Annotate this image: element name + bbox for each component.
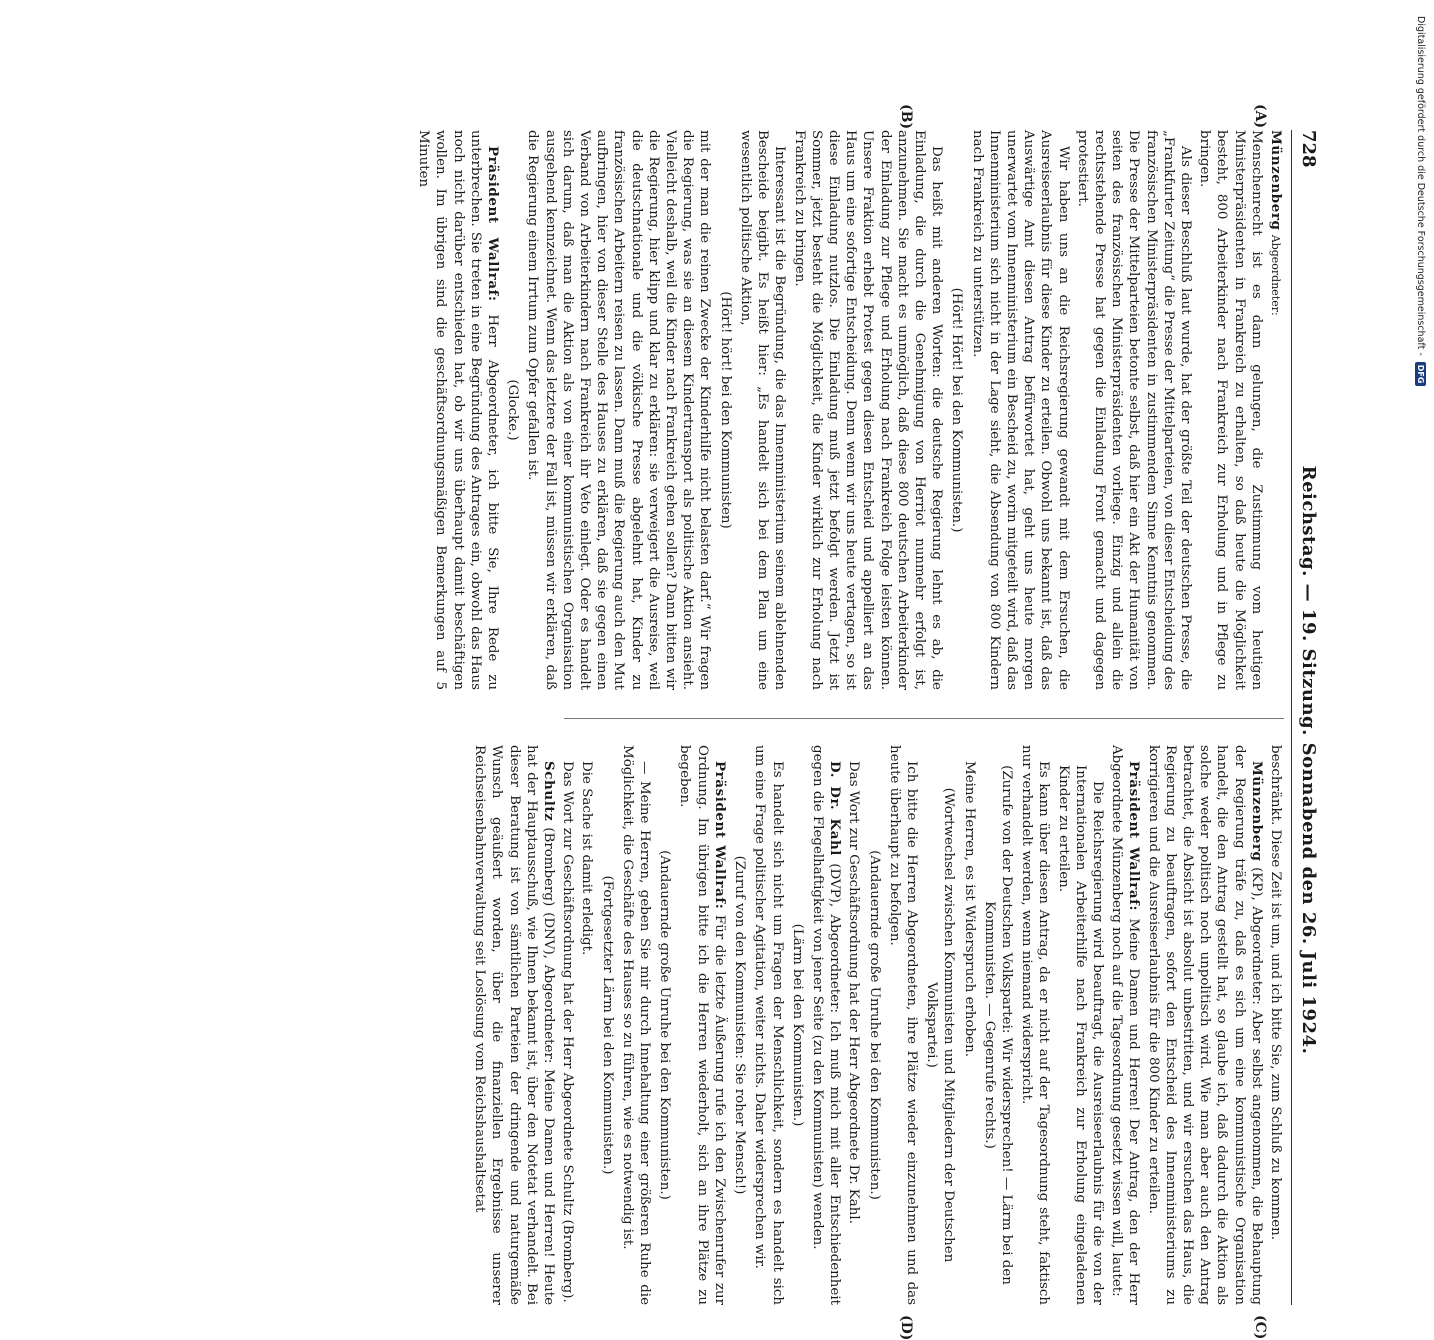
- right-column: [472, 745, 1284, 1305]
- speech-text: (DVP), Abgeordneter: Ich muß mich mit aller Entschiedenheit gegen die Flegelhaftigkeit von jener Seite (zu den Kommunisten) wenden.: [809, 745, 843, 1305]
- paragraph: Die Sache ist damit erledigt.: [579, 761, 595, 956]
- paragraph: beschränkt. Diese Zeit ist um, und ich bitte Sie, zum Schluß zu kommen.: [1268, 745, 1283, 1241]
- page-number: 728: [1298, 130, 1320, 168]
- paragraph: Menschenrecht ist es dann gelungen, die Zustimmung vom heutigen Ministerpräsidenten in Frankreich zu erhalten, so daß heute die Möglichkeit besteht, 800 Arbeiterkinder nach Frankreich zur Erholung und in Pflege zu bringen.: [1197, 130, 1264, 690]
- speech-text: Herr Abgeordneter, ich bitte Sie, Ihre Rede zu unterbrechen. Sie treten in eine Begründung des Antrages ein, obwohl das Haus noch nicht darüber entschieden hat, ob wir uns überhaupt damit beschäftigen wollen. Im übrigen sind die geschäftsordnungsmäßigen Bemerkungen auf 5 Minuten: [416, 130, 501, 690]
- paragraph: Es kann über diesen Antrag, da er nicht auf der Tagesordnung steht, faktisch nur verhandelt werden, wenn niemand widerspricht.: [1019, 745, 1052, 1305]
- paragraph: [676, 745, 728, 1305]
- quoted-motion: Die Reichsregierung wird beauftragt, die Ausreiseerlaubnis für die von der Internationalen Arbeiterhilfe nach Frankreich zur Erholung eingeladenen Kinder zu erteilen.: [1055, 765, 1105, 1305]
- paragraph: — Meine Herren, geben Sie mir durch Innehaltung einer größeren Ruhe die Möglichkeit, die Geschäfte des Hauses so zu führen, wie es notwendig ist.: [619, 745, 653, 1305]
- interjection: (Andauernde große Unruhe bei den Kommunisten.): [657, 850, 673, 1200]
- paragraph: [471, 745, 557, 1305]
- margin-marker-d: (D): [898, 1315, 914, 1340]
- paragraph: Es handelt sich nicht um Fragen der Menschlichkeit, sondern es handelt sich um eine Frage politischer Agitation, weiter nichts. Daher widersprechen wir.: [752, 745, 785, 1305]
- paragraph: [809, 745, 843, 1305]
- paragraph: mit der man die reinen Zwecke der Kinderhilfe nicht belasten darf.“ Wir fragen die Regierung, was sie an diesem Kindertransport als politische Aktion ansieht. Vielleicht deshalb, weil die Kinder nach Frankreich gehen sollen? Dann bitten wir die Regierung, hier klipp und klar zu erklären: sie verweigert die Ausreise, weil die deutschnationale und die völkische Presse abgelehnt hat, Kinder zu französischen Arbeitern reisen zu lassen. Dann muß die Regierung auch den Mut aufbringen, hier von dieser Stelle des Hauses zu erklären, daß sie gegen einen Verband von Arbeiterkindern nach Frankreich ihr Veto einlegt. Oder es handelt sich darum, daß man die Aktion als von einer kommunistischen Organisation ausgehend kennzeichnet. Wenn das letztere der Fall ist, müssen wir erklären, daß die Regierung einem Irrtum zum Opfer gefallen ist.: [525, 130, 713, 690]
- paragraph: [415, 130, 501, 690]
- paragraph: Das heißt mit anderen Worten: die deutsche Regierung lehnt es ab, die Einladung, die durch die Genehmigung von Herriot nunmehr erfolgt ist, anzunehmen. Sie macht es unmöglich, daß diese 800 deutschen Arbeiterkinder der Einladung zur Pflege und Erholung nach Frankreich Folge leisten können. Unsere Fraktion erhebt Protest gegen diesen Entscheid und appelliert an das Haus um eine sofortige Entscheidung. Denn wenn wir uns heute vertagen, so ist diese Einladung nutzlos. Die Einladung muß jetzt befolgt werden. Jetzt ist Sommer, jetzt besteht die Möglichkeit, die Kinder wirklich zur Erholung nach Frankreich zu bringen.: [791, 130, 945, 690]
- running-title: Reichstag. — 19. Sitzung. Sonnabend den 26. Juli 1924.: [1298, 465, 1320, 1055]
- paragraph: [1108, 745, 1142, 1305]
- paragraph: Wir haben uns an die Reichsregierung gewandt mit dem Ersuchen, die Ausreiseerlaubnis für diese Kinder zu erteilen. Obwohl uns bekannt ist, daß das Auswärtige Amt diesen Antrag befürwortet hat, geht uns heute morgen unerwartet vom Innenministerium ein Bescheid zu, worin mitgeteilt wird, daß das Innenministerium sich nicht in der Lage sieht, die Absendung von 800 Kindern nach Frankreich zu unterstützen.: [969, 130, 1071, 690]
- interjection: (Fortgesetzter Lärm bei den Kommunisten.): [599, 875, 615, 1175]
- speech-text: Für die letzte Äußerung rufe ich den Zwischenrufer zur Ordnung. Im übrigen bitte ich die Herren wiederholt, sich an ihre Plätze zu begeben.: [677, 745, 727, 1305]
- interjection: (Wortwechsel zwischen Kommunisten und Mitgliedern der Deutschen Volkspartei.): [924, 787, 957, 1263]
- paragraph: Ich bitte die Herren Abgeordneten, ihre Plätze wieder einzunehmen und das heute überhaupt zu befolgen.: [886, 745, 919, 1305]
- speaker-name: Münzenberg: [1268, 130, 1284, 231]
- paragraph: Das Wort zur Geschäftsordnung hat der Herr Abgeordnete Dr. Kahl.: [846, 761, 862, 1224]
- speaker-role: Abgeordneter:: [1269, 234, 1282, 316]
- interjection: (Zuruf von den Kommunisten: Sie roher Mensch!): [732, 855, 748, 1195]
- speaker-name: Schultz: [541, 761, 558, 822]
- speaker-name: Präsident Wallraf:: [485, 146, 502, 302]
- margin-marker-b: (B): [898, 104, 914, 130]
- interjection: (Zurufe von der Deutschen Volkspartei: Wir widersprechen! — Lärm bei den Kommunisten. — Gegenrufe rechts.): [981, 765, 1014, 1285]
- column-divider: [564, 718, 1284, 719]
- dfg-logo: DFG: [1415, 362, 1426, 387]
- speech-text: Meine Damen und Herren! Der Antrag, den der Herr Abgeordnete Münzenberg noch auf die Tagesordnung gesetzt wissen will, lautet:: [1109, 745, 1142, 1305]
- paragraph: [1144, 745, 1264, 1305]
- page-header: [1294, 130, 1324, 1310]
- interjection: (Glocke.): [505, 379, 521, 441]
- paragraph: Meine Herren, es ist Widerspruch erhoben.: [961, 761, 977, 1057]
- interjection: (Hört! hört! bei den Kommunisten): [717, 291, 733, 529]
- paragraph: Interessant ist die Begründung, die das Innenministerium seinem ablehnenden Bescheide beigibt. Es heißt hier: „Es handelt sich bei dem Plan um eine wesentlich politische Aktion,: [737, 130, 788, 690]
- margin-marker-c: (C): [1252, 1315, 1268, 1340]
- interjection: (Lärm bei den Kommunisten.): [789, 923, 805, 1127]
- paragraph: Das Wort zur Geschäftsordnung hat der Herr Abgeordnete Schultz (Bromberg).: [560, 761, 576, 1303]
- margin-marker-a: (A): [1252, 104, 1268, 129]
- speaker-name: D. Dr. Kahl: [827, 761, 844, 856]
- speech-text: (KP), Abgeordneter: Aber selbst angenommen, die Behauptung der Regierung träfe zu, daß es sich um eine kommunistische Organisation handelt, die den Antrag gestellt hat, so glaube ich, daß dadurch die Aktion als solche weder politisch noch unpolitisch wird. Wie man aber auch den Antrag betrachtet, die Absicht ist absolut unbestritten, und wir ersuchen das Haus, die Regierung zu beauftragen, sofort den Entscheid des Innenministeriums zu korrigieren und die Ausreiseerlaubnis für die 800 Kinder zu erteilen.: [1145, 745, 1264, 1305]
- paragraph: Als dieser Beschluß laut wurde, hat der größte Teil der deutschen Presse, die „Frankfurter Zeitung“ die Presse der Mittelparteien, von dieser Entscheidung des französischen Ministerpräsidenten in zustimmendem Sinne Kenntnis genommen. Die Presse der Mittelparteien betonte selbst, daß hier ein Akt der Humanität von seiten des französischen Ministerpräsidenten vorliege. Einzig und allein die rechtsstehende Presse hat gegen die Einladung Front gemacht und dagegen protestiert.: [1074, 130, 1193, 690]
- speaker-name: Münzenberg: [1248, 761, 1265, 862]
- interjection: (Hört! Hört! bei den Kommunisten.): [949, 287, 965, 533]
- digitization-credit: [1415, 10, 1426, 716]
- header-rule: [1291, 130, 1292, 1305]
- interjection: (Andauernde große Unruhe bei den Kommunisten.): [866, 850, 882, 1200]
- paragraph: [1267, 130, 1284, 690]
- credit-text: Digitalisierung gefördert durch die Deutsche Forschungsgemeinschaft -: [1415, 16, 1426, 356]
- left-column: [416, 130, 1284, 690]
- speech-text: (Bromberg) (DNV), Abgeordneter: Meine Damen und Herren! Heute hat der Hauptausschuß, wie Ihnen bekannt ist, über den Notetat verhandelt. Bei dieser Beratung ist von sämtlichen Parteien der dringende und naturgemäße Wunsch geäußert worden, über die finanziellen Ergebnisse unserer Reichseisenbahnverwaltung seit Loslösung vom Reichshaushaltsetat: [472, 745, 557, 1305]
- speaker-name: Präsident Wallraf:: [711, 761, 728, 910]
- speaker-name: Präsident Wallraf:: [1126, 761, 1143, 912]
